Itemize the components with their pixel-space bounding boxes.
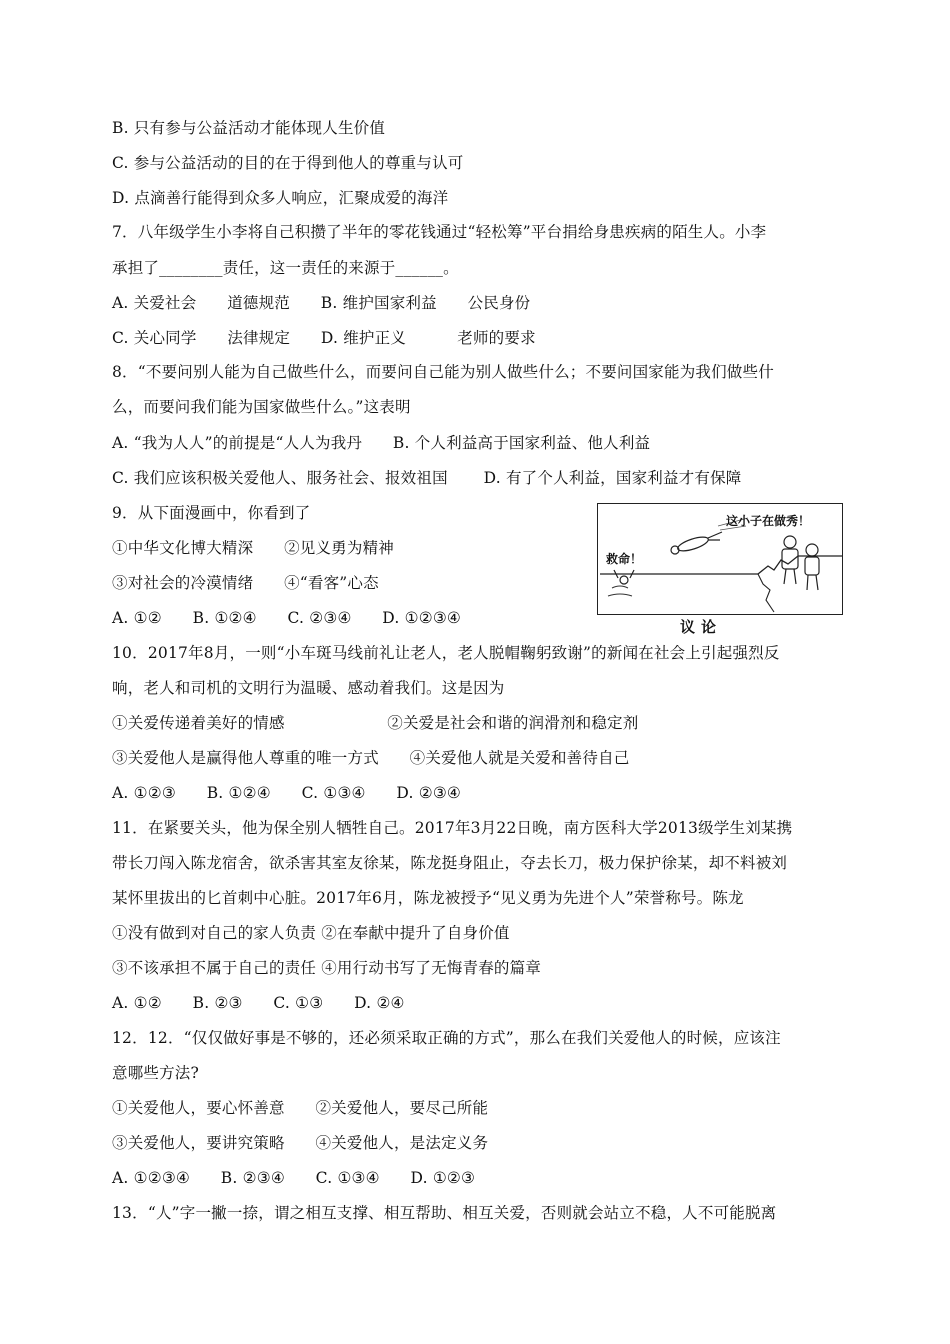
question-12-line-1: 12．12．“仅仅做好事是不够的，还必须采取正确的方式”，那么在我们关爱他人的时候，应该注 bbox=[112, 1029, 781, 1047]
question-8-line-1: 8．“不要问别人能为自己做些什么，而要问自己能为别人做些什么；不要问国家能为我们做些什 bbox=[112, 363, 774, 381]
question-11-items-34: ③不该承担不属于自己的责任 ④用行动书写了无悔青春的篇章 bbox=[112, 959, 542, 977]
question-12-items-12: ①关爱他人，要心怀善意 ②关爱他人，要尽己所能 bbox=[112, 1099, 489, 1117]
question-7-line-1: 7．八年级学生小李将自己积攒了半年的零花钱通过“轻松筹”平台捐给身患疾病的陌生人。小李 bbox=[112, 223, 767, 241]
question-9-stem: 9．从下面漫画中，你看到了 bbox=[112, 504, 311, 522]
question-7-options-ab: A. 关爱社会 道德规范 B. 维护国家利益 公民身份 bbox=[112, 294, 531, 312]
question-12-options: A. ①②③④ B. ②③④ C. ①③④ D. ①②③ bbox=[112, 1169, 476, 1187]
question-8-line-2: 么，而要问我们能为国家做些什么。”这表明 bbox=[112, 398, 411, 416]
question-7-line-2: 承担了________责任，这一责任的来源于______。 bbox=[112, 259, 459, 277]
option-6c: C. 参与公益活动的目的在于得到他人的尊重与认可 bbox=[112, 154, 464, 172]
question-9-items-34: ③对社会的冷漠情绪 ④“看客”心态 bbox=[112, 574, 379, 592]
question-10-items-12: ①关爱传递着美好的情感 ②关爱是社会和谐的润滑剂和稳定剂 bbox=[112, 714, 639, 732]
speech-bubble-onlooker: 这小子在做秀！ bbox=[726, 514, 811, 528]
option-6b: B. 只有参与公益活动才能体现人生价值 bbox=[112, 119, 386, 137]
question-8-options-ab: A. “我为人人”的前提是“人人为我丹 B. 个人利益高于国家利益、他人利益 bbox=[112, 434, 651, 452]
question-7-options-cd: C. 关心同学 法律规定 D. 维护正义 老师的要求 bbox=[112, 329, 536, 347]
option-6d: D. 点滴善行能得到众多人响应，汇聚成爱的海洋 bbox=[112, 189, 449, 207]
question-11-line-1: 11．在紧要关头，他为保全别人牺牲自己。2017年3月22日晚，南方医科大学2013级学生刘某携 bbox=[112, 819, 793, 837]
speech-bubble-drowning: 救命！ bbox=[606, 552, 643, 566]
question-10-line-1: 10．2017年8月，一则“小车斑马线前礼让老人，老人脱帽鞠躬致谢”的新闻在社会上引起强烈反 bbox=[112, 644, 780, 662]
question-13-line-1: 13．“人”字一撇一捺，谓之相互支撑、相互帮助、相互关爱，否则就会站立不稳，人不可能脱离 bbox=[112, 1204, 777, 1222]
question-12-line-2: 意哪些方法? bbox=[112, 1064, 200, 1082]
question-10-line-2: 响，老人和司机的文明行为温暖、感动着我们。这是因为 bbox=[112, 679, 505, 697]
question-8-options-cd: C. 我们应该积极关爱他人、服务社会、报效祖国 D. 有了个人利益，国家利益才有保障 bbox=[112, 469, 742, 487]
question-11-items-12: ①没有做到对自己的家人负责 ②在奉献中提升了自身价值 bbox=[112, 924, 510, 942]
question-11-options: A. ①② B. ②③ C. ①③ D. ②④ bbox=[112, 994, 405, 1012]
question-10-items-34: ③关爱他人是赢得他人尊重的唯一方式 ④关爱他人就是关爱和善待自己 bbox=[112, 749, 630, 767]
question-11-line-2: 带长刀闯入陈龙宿舍，欲杀害其室友徐某，陈龙挺身阻止，夺去长刀，极力保护徐某，却不料被刘 bbox=[112, 854, 788, 872]
question-9-items-12: ①中华文化博大精深 ②见义勇为精神 bbox=[112, 539, 394, 557]
question-10-options: A. ①②③ B. ①②④ C. ①③④ D. ②③④ bbox=[112, 784, 462, 802]
question-12-items-34: ③关爱他人，要讲究策略 ④关爱他人，是法定义务 bbox=[112, 1134, 489, 1152]
question-9-options: A. ①② B. ①②④ C. ②③④ D. ①②③④ bbox=[112, 609, 462, 627]
question-11-line-3: 某怀里拔出的匕首刺中心脏。2017年6月，陈龙被授予“见义勇为先进个人”荣誉称号。陈龙 bbox=[112, 889, 744, 907]
cartoon-illustration bbox=[597, 503, 843, 615]
cartoon-caption: 议论 bbox=[680, 618, 723, 636]
